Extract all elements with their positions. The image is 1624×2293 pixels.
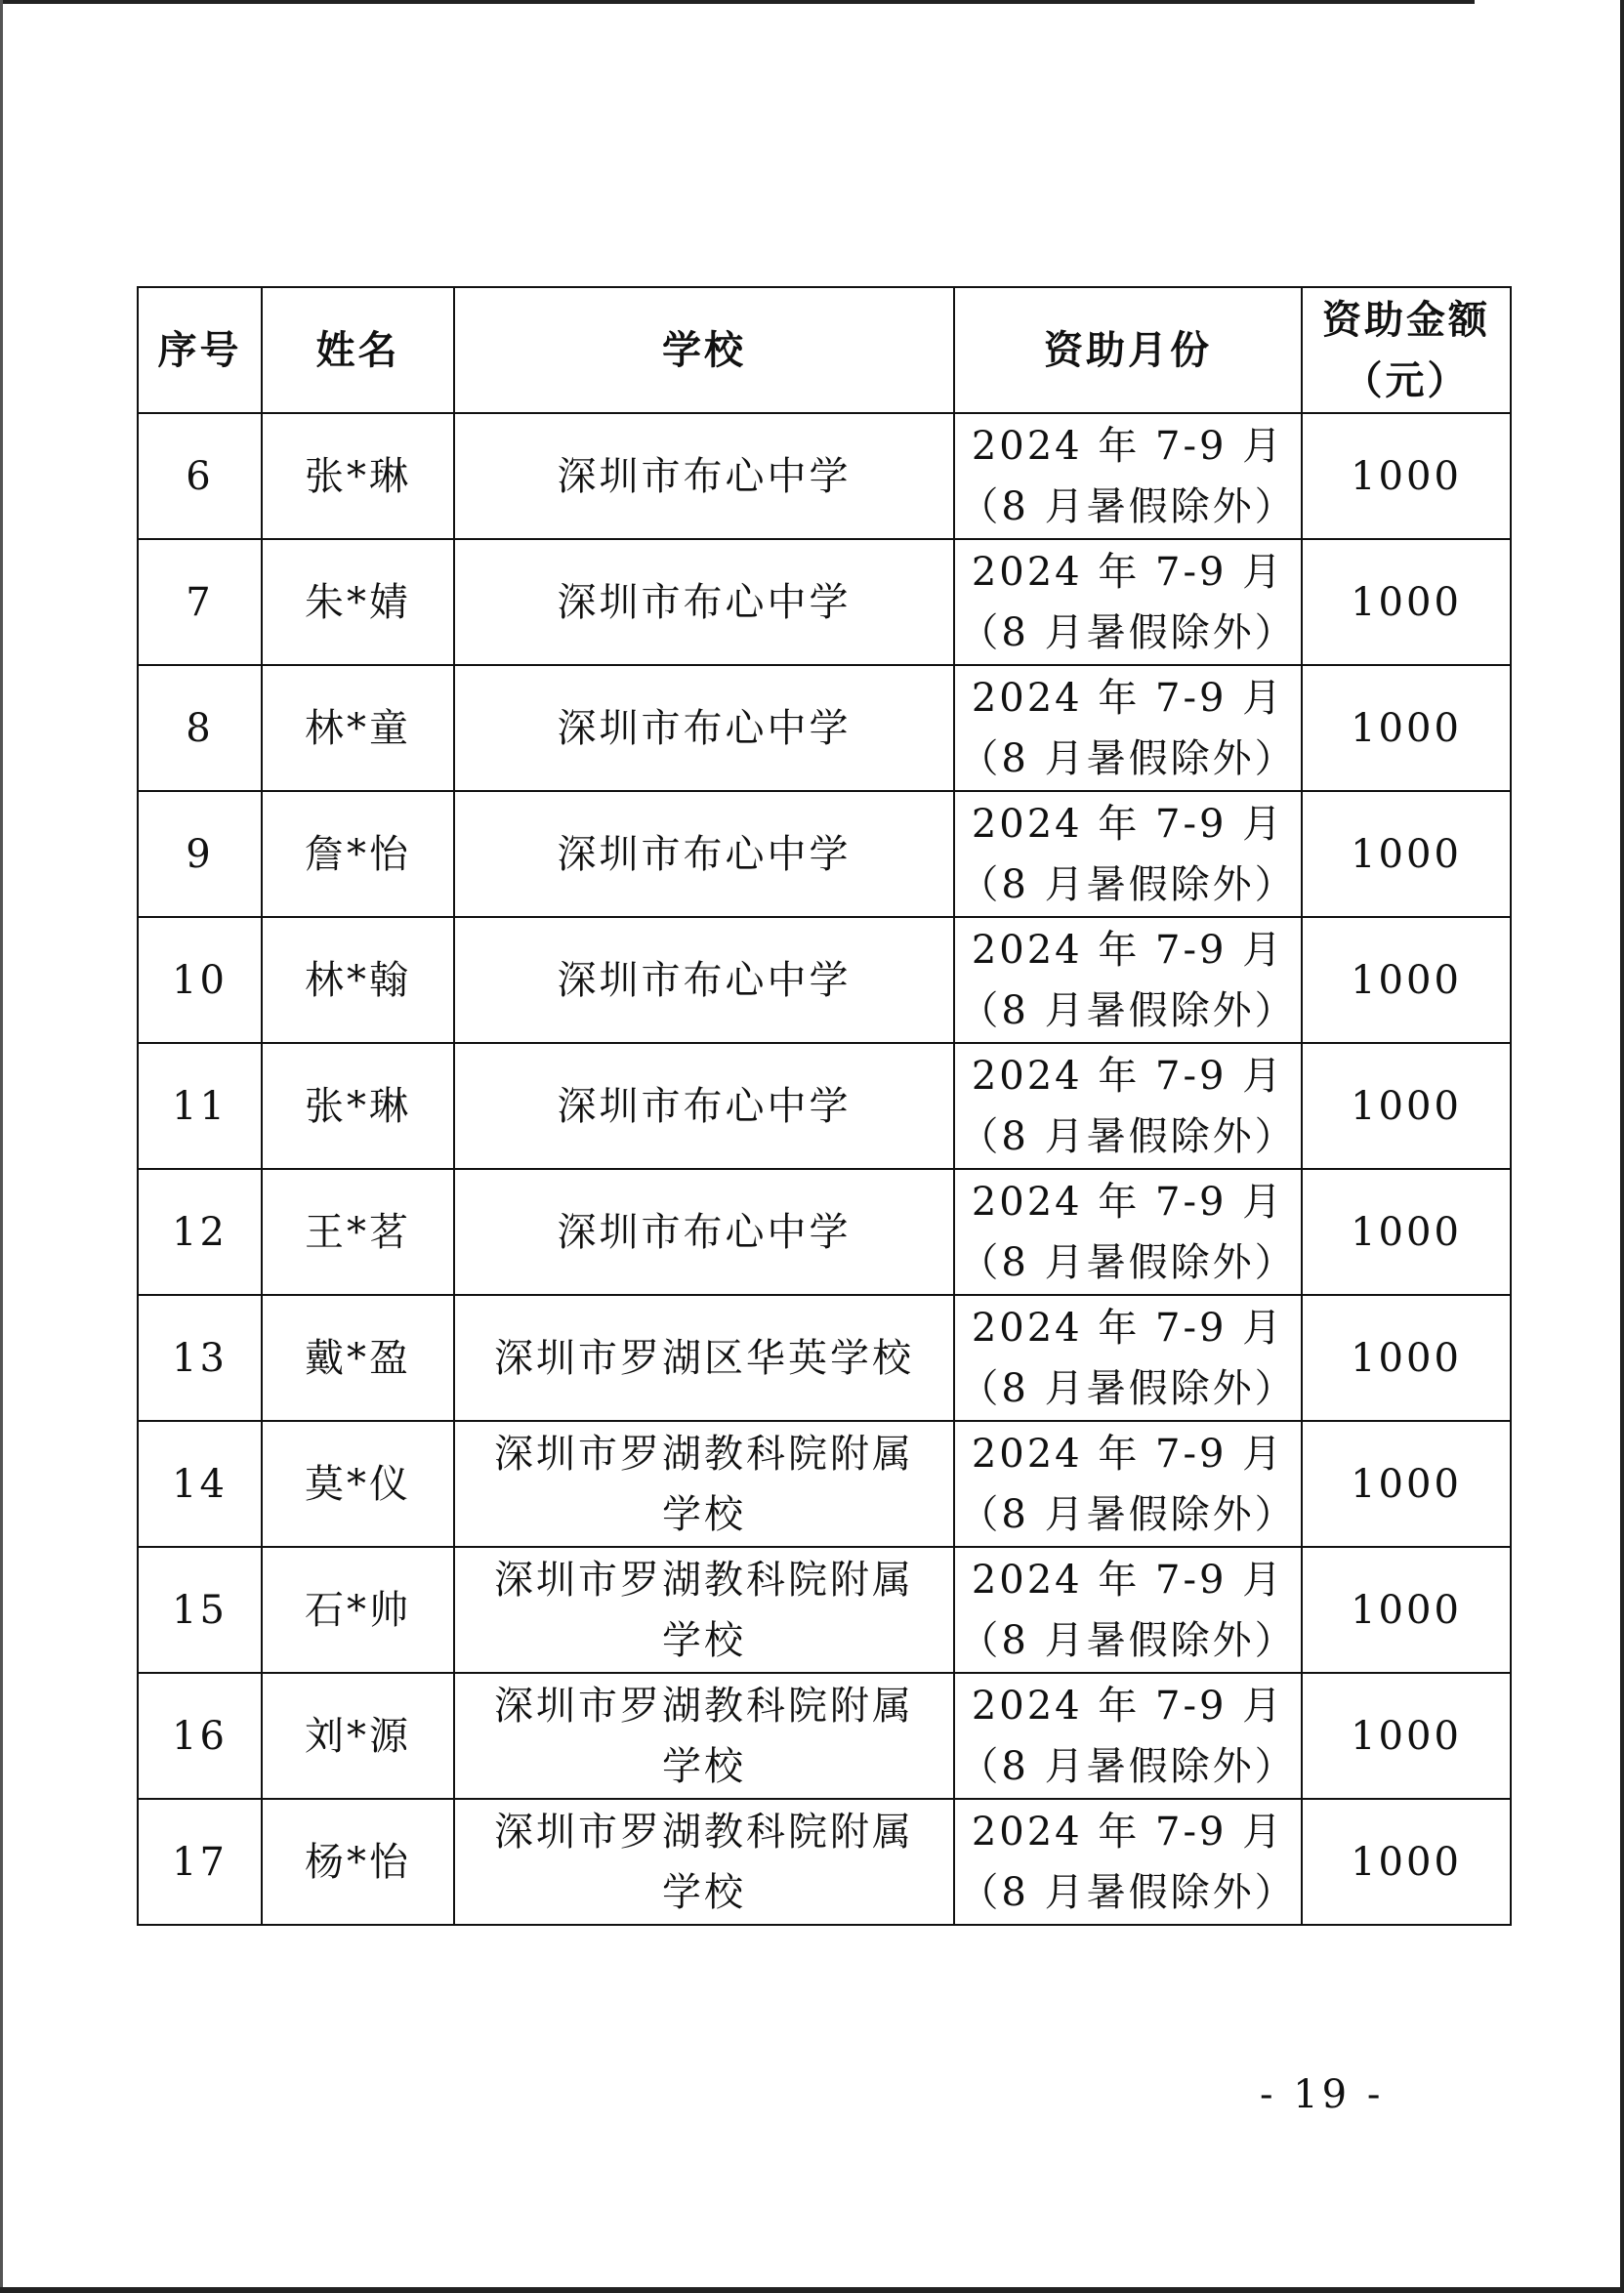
row-period-line2: （8 月暑假除外） bbox=[959, 1113, 1297, 1159]
cell-period bbox=[954, 1421, 1302, 1547]
row-period-line2: （8 月暑假除外） bbox=[959, 1491, 1297, 1537]
row-amount: 1000 bbox=[1351, 1335, 1462, 1381]
row-school-line1: 深圳市罗湖教科院附属 bbox=[494, 1557, 914, 1603]
row-school-line1: 深圳市布心中学 bbox=[557, 705, 852, 751]
scan-edge-bottom bbox=[0, 2287, 1624, 2293]
cell-no bbox=[138, 539, 262, 665]
cell-no bbox=[138, 1799, 262, 1925]
cell-school bbox=[454, 917, 954, 1043]
row-no: 16 bbox=[172, 1713, 228, 1759]
cell-amount bbox=[1302, 1295, 1511, 1421]
row-period-line1: 2024 年 7-9 月 bbox=[971, 1179, 1285, 1225]
cell-name bbox=[262, 917, 454, 1043]
row-name: 詹*怡 bbox=[305, 831, 411, 877]
cell-school bbox=[454, 791, 954, 917]
row-period-line2: （8 月暑假除外） bbox=[959, 483, 1297, 529]
table-row bbox=[138, 1421, 1511, 1547]
row-period-line1: 2024 年 7-9 月 bbox=[971, 927, 1285, 973]
cell-period bbox=[954, 1295, 1302, 1421]
table-row bbox=[138, 1043, 1511, 1169]
row-no: 10 bbox=[172, 957, 228, 1003]
cell-name bbox=[262, 1673, 454, 1799]
row-period-line2: （8 月暑假除外） bbox=[959, 1617, 1297, 1663]
cell-name bbox=[262, 791, 454, 917]
row-amount: 1000 bbox=[1351, 1083, 1462, 1129]
cell-school bbox=[454, 1673, 954, 1799]
header-name: 姓名 bbox=[262, 287, 454, 413]
cell-no bbox=[138, 1421, 262, 1547]
cell-amount bbox=[1302, 1547, 1511, 1673]
row-name: 林*翰 bbox=[305, 957, 411, 1003]
cell-name bbox=[262, 1421, 454, 1547]
cell-amount bbox=[1302, 1169, 1511, 1295]
table-row bbox=[138, 1547, 1511, 1673]
row-school-line1: 深圳市布心中学 bbox=[557, 957, 852, 1003]
scan-edge-top bbox=[0, 0, 1475, 4]
row-no: 17 bbox=[172, 1839, 228, 1885]
row-school-line1: 深圳市布心中学 bbox=[557, 579, 852, 625]
header-period: 资助月份 bbox=[954, 287, 1302, 413]
row-school-line2: 学校 bbox=[662, 1617, 746, 1663]
cell-no bbox=[138, 791, 262, 917]
cell-period bbox=[954, 1169, 1302, 1295]
row-period-line2: （8 月暑假除外） bbox=[959, 609, 1297, 655]
cell-no bbox=[138, 1673, 262, 1799]
cell-no bbox=[138, 1295, 262, 1421]
row-no: 12 bbox=[172, 1209, 228, 1255]
table-row bbox=[138, 665, 1511, 791]
cell-period bbox=[954, 1043, 1302, 1169]
row-no: 13 bbox=[172, 1335, 228, 1381]
row-period-line2: （8 月暑假除外） bbox=[959, 1365, 1297, 1411]
cell-period bbox=[954, 413, 1302, 539]
row-school-line1: 深圳市罗湖教科院附属 bbox=[494, 1809, 914, 1855]
row-no: 9 bbox=[186, 831, 214, 877]
row-school-line1: 深圳市布心中学 bbox=[557, 453, 852, 499]
row-period-line1: 2024 年 7-9 月 bbox=[971, 1305, 1285, 1351]
header-amount bbox=[1302, 287, 1511, 413]
cell-amount bbox=[1302, 1043, 1511, 1169]
row-amount: 1000 bbox=[1351, 579, 1462, 625]
cell-school bbox=[454, 1169, 954, 1295]
row-name: 刘*源 bbox=[305, 1713, 411, 1759]
row-school-line1: 深圳市布心中学 bbox=[557, 831, 852, 877]
table-row bbox=[138, 791, 1511, 917]
row-school-line1: 深圳市布心中学 bbox=[557, 1083, 852, 1129]
row-period-line2: （8 月暑假除外） bbox=[959, 1239, 1297, 1285]
row-name: 朱*婧 bbox=[305, 579, 411, 625]
row-amount: 1000 bbox=[1351, 1839, 1462, 1885]
row-no: 8 bbox=[186, 705, 214, 751]
row-amount: 1000 bbox=[1351, 1461, 1462, 1507]
row-school-line2: 学校 bbox=[662, 1869, 746, 1915]
cell-school bbox=[454, 1295, 954, 1421]
cell-no bbox=[138, 1043, 262, 1169]
cell-amount bbox=[1302, 1673, 1511, 1799]
row-school-line1: 深圳市罗湖教科院附属 bbox=[494, 1431, 914, 1477]
row-no: 7 bbox=[186, 579, 214, 625]
cell-school bbox=[454, 1547, 954, 1673]
row-name: 石*帅 bbox=[305, 1587, 411, 1633]
row-name: 莫*仪 bbox=[305, 1461, 411, 1507]
subsidy-table bbox=[137, 286, 1512, 1926]
row-period-line2: （8 月暑假除外） bbox=[959, 987, 1297, 1033]
row-amount: 1000 bbox=[1351, 957, 1462, 1003]
cell-name bbox=[262, 539, 454, 665]
row-school-line1: 深圳市布心中学 bbox=[557, 1209, 852, 1255]
cell-name bbox=[262, 1547, 454, 1673]
row-period-line1: 2024 年 7-9 月 bbox=[971, 1557, 1285, 1603]
table-row bbox=[138, 1169, 1511, 1295]
cell-name bbox=[262, 1295, 454, 1421]
cell-school bbox=[454, 1799, 954, 1925]
page-number: - 19 - bbox=[1260, 2072, 1385, 2117]
cell-period bbox=[954, 791, 1302, 917]
row-school-line1: 深圳市罗湖区华英学校 bbox=[494, 1335, 914, 1381]
cell-no bbox=[138, 413, 262, 539]
cell-school bbox=[454, 1043, 954, 1169]
row-period-line1: 2024 年 7-9 月 bbox=[971, 1053, 1285, 1099]
row-period-line2: （8 月暑假除外） bbox=[959, 1743, 1297, 1789]
table-row bbox=[138, 1799, 1511, 1925]
cell-amount bbox=[1302, 413, 1511, 539]
table-row bbox=[138, 413, 1511, 539]
cell-no bbox=[138, 917, 262, 1043]
header-amount-line1: 资助金额 bbox=[1322, 296, 1490, 343]
cell-period bbox=[954, 539, 1302, 665]
cell-period bbox=[954, 917, 1302, 1043]
row-period-line1: 2024 年 7-9 月 bbox=[971, 801, 1285, 847]
table-row bbox=[138, 1295, 1511, 1421]
row-school-line1: 深圳市罗湖教科院附属 bbox=[494, 1683, 914, 1729]
cell-school bbox=[454, 665, 954, 791]
row-name: 张*琳 bbox=[305, 453, 411, 499]
table-row bbox=[138, 1673, 1511, 1799]
cell-name bbox=[262, 1169, 454, 1295]
row-school-line2: 学校 bbox=[662, 1743, 746, 1789]
row-school-line2: 学校 bbox=[662, 1491, 746, 1537]
cell-period bbox=[954, 1673, 1302, 1799]
row-period-line1: 2024 年 7-9 月 bbox=[971, 1809, 1285, 1855]
row-amount: 1000 bbox=[1351, 1587, 1462, 1633]
row-period-line1: 2024 年 7-9 月 bbox=[971, 1683, 1285, 1729]
row-name: 王*茗 bbox=[305, 1209, 411, 1255]
row-period-line1: 2024 年 7-9 月 bbox=[971, 423, 1285, 469]
cell-amount bbox=[1302, 665, 1511, 791]
cell-school bbox=[454, 1421, 954, 1547]
row-period-line2: （8 月暑假除外） bbox=[959, 1869, 1297, 1915]
cell-amount bbox=[1302, 1421, 1511, 1547]
cell-no bbox=[138, 665, 262, 791]
row-period-line2: （8 月暑假除外） bbox=[959, 735, 1297, 781]
table-row bbox=[138, 539, 1511, 665]
row-no: 6 bbox=[186, 453, 214, 499]
row-period-line1: 2024 年 7-9 月 bbox=[971, 675, 1285, 721]
row-no: 11 bbox=[172, 1083, 228, 1129]
cell-period bbox=[954, 1547, 1302, 1673]
header-amount-line2: （元） bbox=[1343, 356, 1470, 403]
scan-edge-right bbox=[1620, 0, 1624, 2293]
cell-school bbox=[454, 539, 954, 665]
cell-name bbox=[262, 1043, 454, 1169]
row-amount: 1000 bbox=[1351, 1209, 1462, 1255]
cell-no bbox=[138, 1169, 262, 1295]
header-row bbox=[138, 287, 1511, 413]
row-name: 戴*盈 bbox=[305, 1335, 411, 1381]
table-header bbox=[138, 287, 1511, 413]
row-amount: 1000 bbox=[1351, 705, 1462, 751]
cell-amount bbox=[1302, 539, 1511, 665]
cell-amount bbox=[1302, 791, 1511, 917]
cell-amount bbox=[1302, 1799, 1511, 1925]
cell-name bbox=[262, 665, 454, 791]
scan-edge-left bbox=[0, 0, 3, 2293]
row-period-line1: 2024 年 7-9 月 bbox=[971, 1431, 1285, 1477]
cell-period bbox=[954, 1799, 1302, 1925]
row-no: 15 bbox=[172, 1587, 228, 1633]
row-name: 杨*怡 bbox=[305, 1839, 411, 1885]
row-amount: 1000 bbox=[1351, 1713, 1462, 1759]
row-amount: 1000 bbox=[1351, 453, 1462, 499]
cell-name bbox=[262, 413, 454, 539]
table-row bbox=[138, 917, 1511, 1043]
cell-period bbox=[954, 665, 1302, 791]
header-no: 序号 bbox=[138, 287, 262, 413]
subsidy-table-container bbox=[137, 286, 1510, 1926]
cell-amount bbox=[1302, 917, 1511, 1043]
row-amount: 1000 bbox=[1351, 831, 1462, 877]
cell-school bbox=[454, 413, 954, 539]
table-body bbox=[138, 413, 1511, 1925]
cell-no bbox=[138, 1547, 262, 1673]
header-school: 学校 bbox=[454, 287, 954, 413]
row-name: 林*童 bbox=[305, 705, 411, 751]
row-period-line2: （8 月暑假除外） bbox=[959, 861, 1297, 907]
row-name: 张*琳 bbox=[305, 1083, 411, 1129]
row-no: 14 bbox=[172, 1461, 228, 1507]
row-period-line1: 2024 年 7-9 月 bbox=[971, 549, 1285, 595]
cell-name bbox=[262, 1799, 454, 1925]
